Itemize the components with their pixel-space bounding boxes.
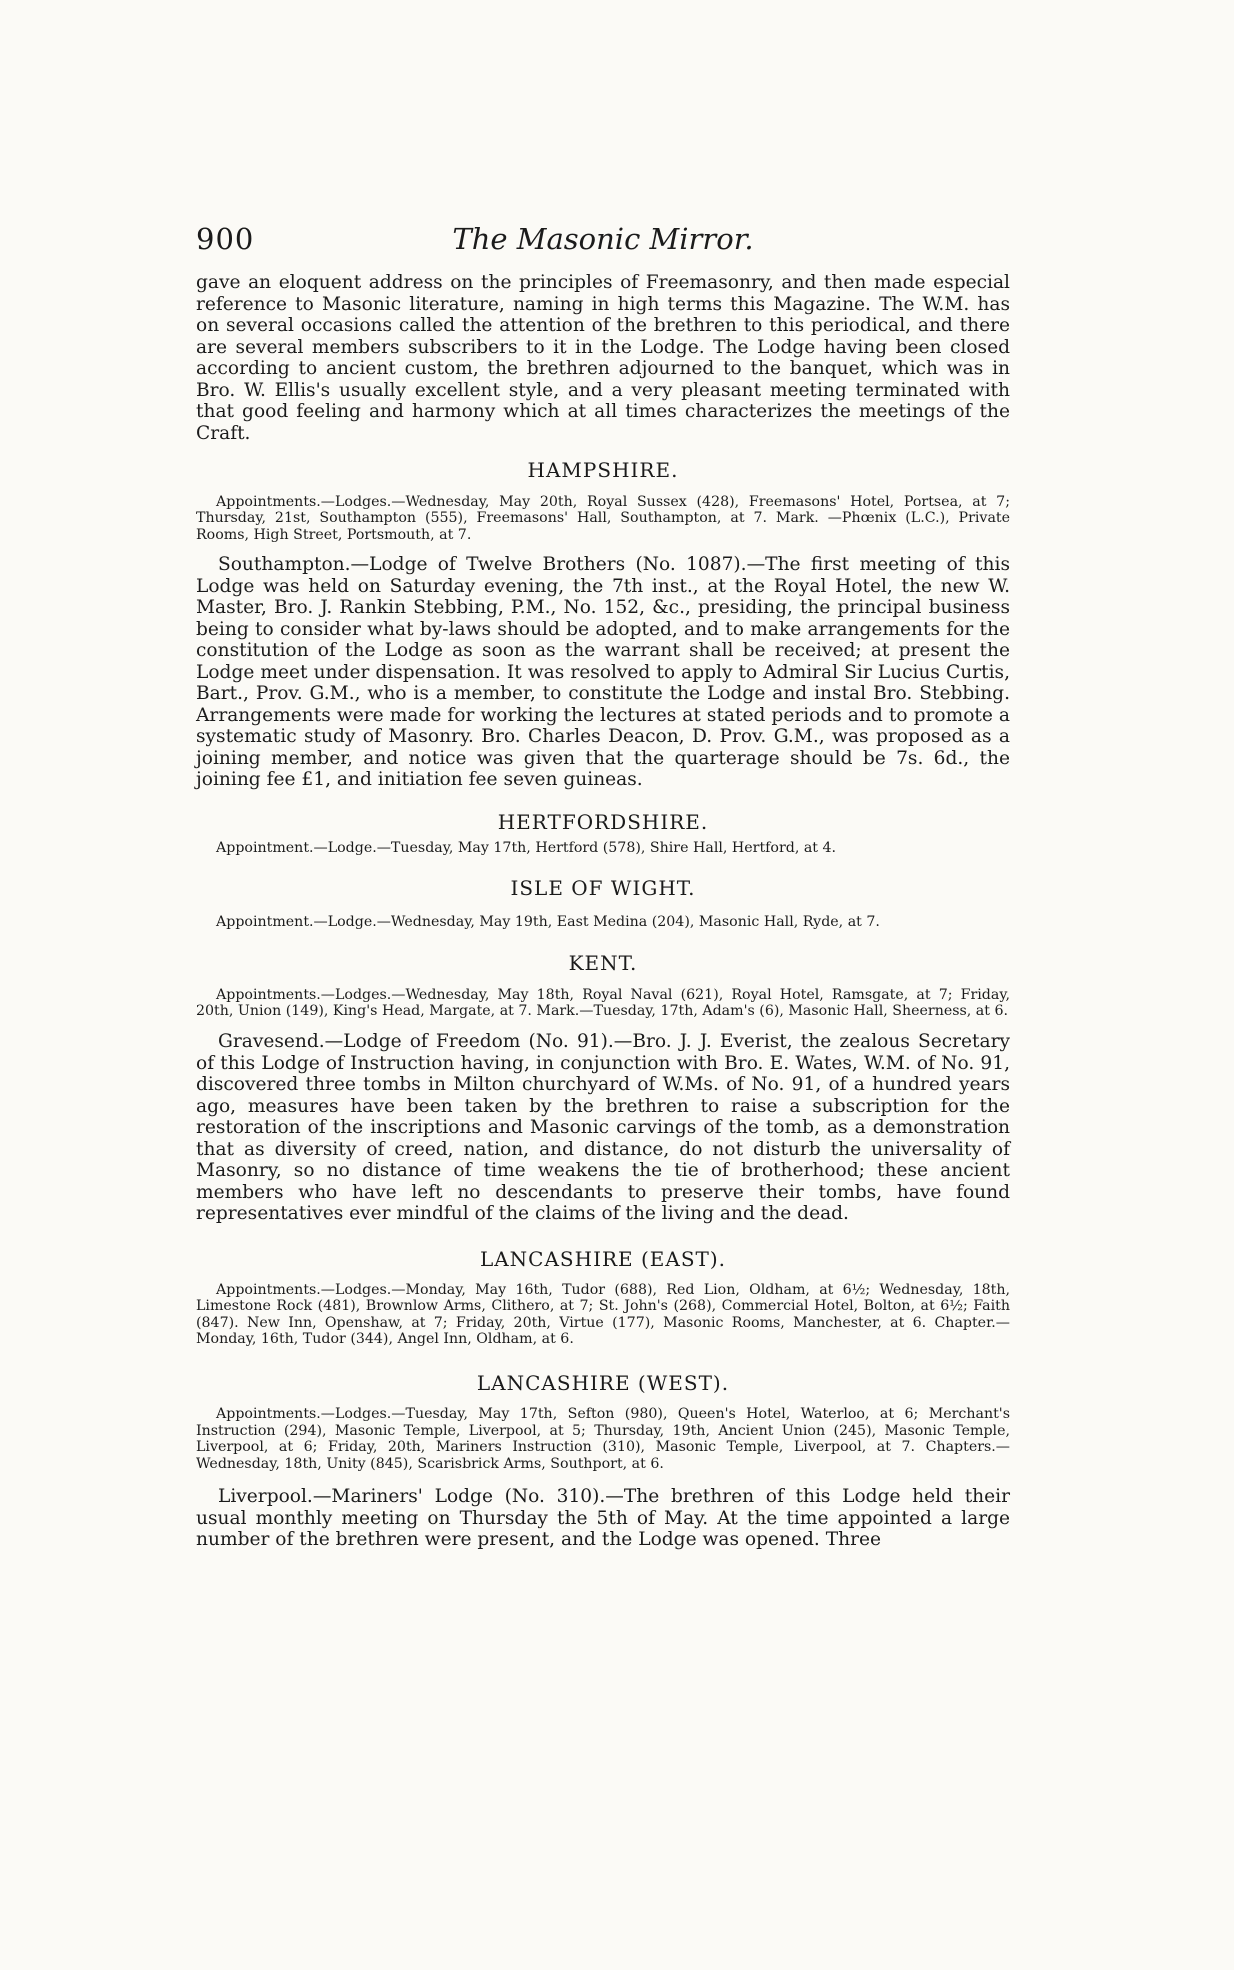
report-southampton: Southampton.—Lodge of Twelve Brothers (No. 1087).—The first meeting of this Lodge was held on Saturday evening, the 7th inst., at the Royal Hotel, the new W. Master, Bro. J. Rankin Stebbing, P.M., No. 152, &c., presiding, the principal business being to consider what by-laws should be adopted, and to make arrangements for the constitution of the Lodge as soon as the warrant shall be received; at present the Lodge meet under dispensation. It was resolved to apply to Admiral Sir Lucius Curtis, Bart., Prov. G.M., who is a member, to constitute the Lodge and instal Bro. Stebbing. Arrangements were made for working the lectures at stated periods and to promote a systematic study of Masonry. Bro. Charles Deacon, D. Prov. G.M., was proposed as a joining member, and notice was given that the quarterage should be 7s. 6d., the joining fee £1, and initiation fee seven guineas.: [196, 554, 1010, 791]
page-header: [196, 222, 1010, 258]
intro-paragraph: gave an eloquent address on the principles of Freemasonry, and then made especial reference to Masonic literature, naming in high terms this Magazine. The W.M. has on several occasions called the attention of the brethren to this periodical, and there are several members subscribers to it in the Lodge. The Lodge having been closed according to ancient custom, the brethren adjourned to the banquet, which was in Bro. W. Ellis's usually excellent style, and a very pleasant meeting terminated with that good feeling and harmony which at all times characterizes the meetings of the Craft.: [196, 272, 1010, 444]
section-heading-lancashire-east: LANCASHIRE (EAST).: [479, 1246, 727, 1271]
appointments-hertfordshire: Appointment.—Lodge.—Tuesday, May 17th, Hertford (578), Shire Hall, Hertford, at 4.: [216, 839, 837, 856]
section-heading-kent: KENT.: [568, 950, 638, 975]
report-liverpool: Liverpool.—Mariners' Lodge (No. 310).—The brethren of this Lodge held their usual monthly meeting on Thursday the 5th of May. At the time appointed a large number of the brethren were present, and the Lodge was opened. Three: [196, 1486, 1010, 1551]
text-column: [196, 272, 1010, 1551]
appointments-lancashire-east: Appointments.—Lodges.—Monday, May 16th, Tudor (688), Red Lion, Oldham, at 6½; Wednesday, 18th, Limestone Rock (481), Brownlow Arms, Clithero, at 7; St. John's (268), Commercial Hotel, Bolton, at 6½; Faith (847). New Inn, Openshaw, at 7; Friday, 20th, Virtue (177), Masonic Rooms, Manchester, at 6. Chapter.—Monday, 16th, Tudor (344), Angel Inn, Oldham, at 6.: [196, 1281, 1010, 1348]
appointments-isle-of-wight: Appointment.—Lodge.—Wednesday, May 19th, East Medina (204), Masonic Hall, Ryde, at 7.: [216, 914, 880, 931]
section-heading-isle-of-wight: ISLE OF WIGHT.: [510, 876, 696, 901]
appointments-kent: Appointments.—Lodges.—Wednesday, May 18th, Royal Naval (621), Royal Hotel, Ramsgate, at 7; Friday, 20th, Union (149), King's Head, Margate, at 7. Mark.—Tuesday, 17th, Adam's (6), Masonic Hall, Sheerness, at 6.: [196, 986, 1010, 1019]
section-heading-hampshire: HAMPSHIRE.: [527, 458, 679, 482]
appointments-lancashire-west: Appointments.—Lodges.—Tuesday, May 17th, Sefton (980), Queen's Hotel, Waterloo, at 6; Merchant's Instruction (294), Masonic Temple, Liverpool, at 5; Thursday, 19th, Ancient Union (245), Masonic Temple, Liverpool, at 6; Friday, 20th, Mariners Instruction (310), Masonic Temple, Liverpool, at 7. Chapters.—Wednesday, 18th, Unity (845), Scarisbrick Arms, Southport, at 6.: [196, 1406, 1010, 1472]
section-heading-hertfordshire: HERTFORDSHIRE.: [497, 809, 709, 834]
report-gravesend: Gravesend.—Lodge of Freedom (No. 91).—Bro. J. J. Everist, the zealous Secretary of this Lodge of Instruction having, in conjunction with Bro. E. Wates, W.M. of No. 91, discovered three tombs in Milton churchyard of W.Ms. of No. 91, of a hundred years ago, measures have been taken by the brethren to raise a subscription for the restoration of the inscriptions and Masonic carvings of the tomb, as a demonstration that as diversity of creed, nation, and distance, do not disturb the universality of Masonry, so no distance of time weakens the tie of brotherhood; these ancient members who have left no descendants to preserve their tombs, have found representatives ever mindful of the claims of the living and the dead.: [196, 1031, 1010, 1225]
page-number: 900: [196, 222, 255, 256]
appointments-hampshire: Appointments.—Lodges.—Wednesday, May 20th, Royal Sussex (428), Freemasons' Hotel, Portsea, at 7; Thursday, 21st, Southampton (555), Freemasons' Hall, Southampton, at 7. Mark. —Phœnix (L.C.), Private Rooms, High Street, Portsmouth, at 7.: [196, 494, 1010, 543]
running-title: The Masonic Mirror.: [452, 222, 754, 256]
section-heading-lancashire-west: LANCASHIRE (WEST).: [476, 1371, 730, 1396]
